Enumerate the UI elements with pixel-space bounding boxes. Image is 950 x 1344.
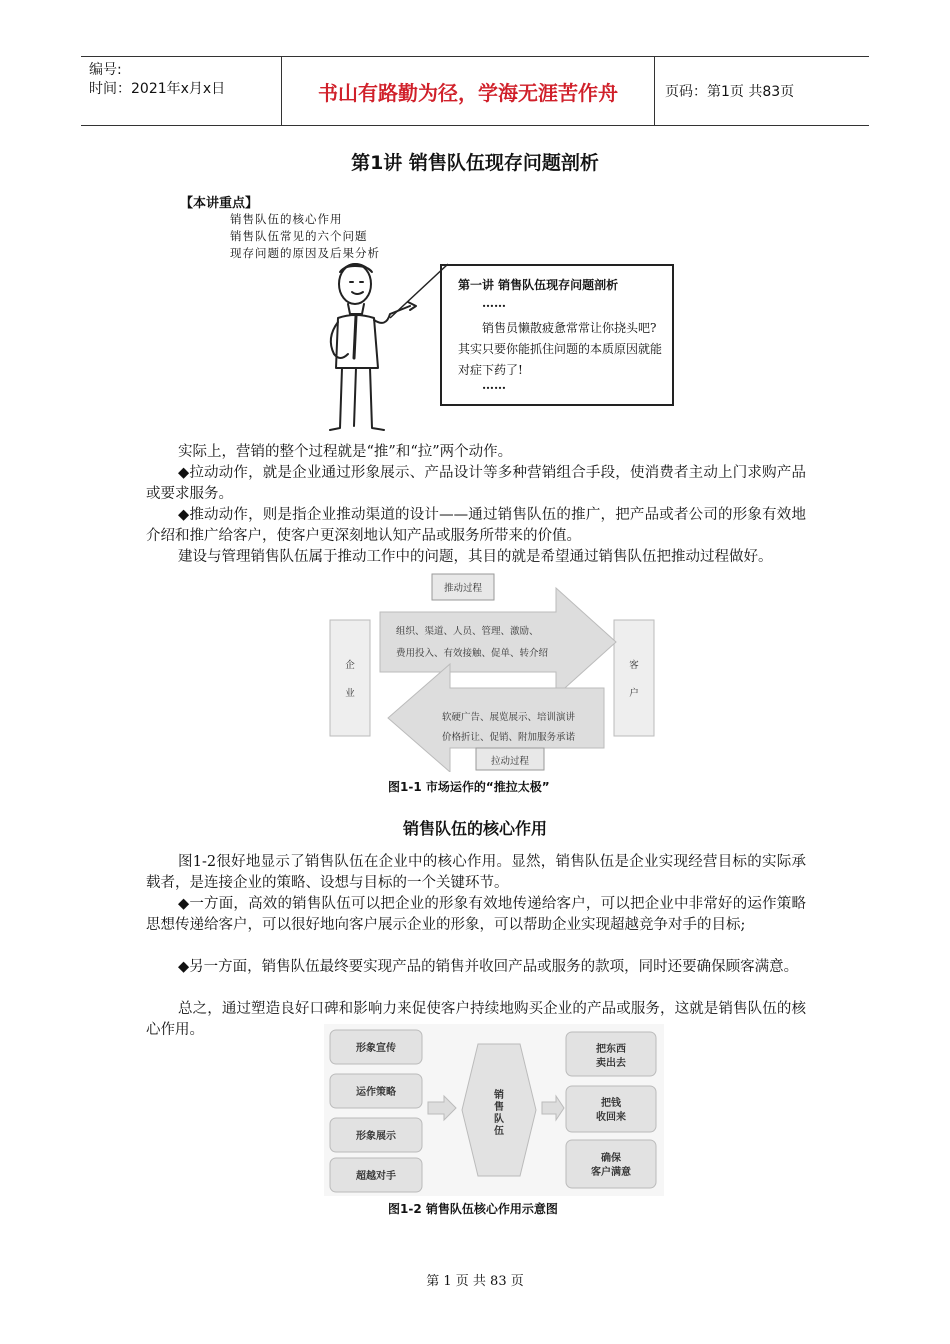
- left-item: 超越对手: [356, 1171, 396, 1182]
- left-item: 形象展示: [356, 1131, 396, 1142]
- key-point-item: 销售队伍的核心作用: [230, 212, 343, 226]
- figure-push-pull: [326, 572, 656, 772]
- figure-caption: 图1-2 销售队伍核心作用示意图: [388, 1202, 558, 1216]
- key-point-item: 销售队伍常见的六个问题: [230, 229, 368, 243]
- presenter-illustration: [300, 258, 450, 438]
- paragraph: 图1-2很好地显示了销售队伍在企业中的核心作用。显然，销售队伍是企业实现经营目标的实际承载者，是连接企业的策略、设想与目标的一个关键环节。: [146, 854, 806, 891]
- right-item: 客户满意: [591, 1167, 631, 1178]
- paragraph: ◆推动动作，则是指企业推动渠道的设计——通过销售队伍的推广，把产品或者公司的形象有效地介绍和推广给客户，使客户更深刻地认知产品或服务所带来的价值。: [146, 507, 806, 544]
- pull-label: 拉动过程: [490, 756, 530, 767]
- customer-label: 客: [629, 660, 639, 671]
- section-title: 销售队伍的核心作用: [402, 819, 547, 838]
- paragraph: 实际上，营销的整个过程就是“推”和“拉”两个动作。: [178, 444, 513, 460]
- right-item: 卖出去: [596, 1058, 626, 1069]
- number-label: 编号:: [89, 62, 122, 78]
- push-label: 推动过程: [443, 583, 483, 594]
- key-points-label: 【本讲重点】: [180, 196, 259, 211]
- push-line: 费用投入、有效接触、促单、转介绍: [396, 648, 549, 659]
- figure-caption: 图1-1 市场运作的“推拉太极”: [388, 780, 550, 794]
- right-item: 确保: [601, 1153, 621, 1164]
- paragraph: ◆拉动动作，就是企业通过形象展示、产品设计等多种营销组合手段，使消费者主动上门求购产品或要求服务。: [146, 465, 806, 502]
- paragraph: 总之，通过塑造良好口碑和影响力来促使客户持续地购买企业的产品或服务，这就是销售队伍的核心作用。: [146, 1001, 806, 1038]
- right-item: 收回来: [596, 1112, 626, 1123]
- left-item: 形象宣传: [356, 1043, 396, 1054]
- page-header: [81, 56, 869, 126]
- pull-line: 软硬广告、展览展示、培训演讲: [442, 712, 576, 723]
- pull-line: 价格折让、促销、附加服务承诺: [442, 732, 576, 743]
- right-item: 把钱: [601, 1098, 621, 1109]
- center-label: 伍: [494, 1126, 504, 1137]
- figure-core-role: [324, 1024, 664, 1196]
- paragraph: ◆一方面，高效的销售队伍可以把企业的形象有效地传递给客户，可以把企业中非常好的运作策略思想传递给客户，可以很好地向客户展示企业的形象，可以帮助企业实现超越竞争对手的目标;: [146, 896, 806, 933]
- enterprise-label: 企: [345, 660, 355, 671]
- push-line: 组织、渠道、人员、管理、激励、: [396, 626, 539, 637]
- key-point-item: 现存问题的原因及后果分析: [230, 246, 380, 260]
- callout-box: [440, 264, 674, 406]
- header-motto: 书山有路勤为径，学海无涯苦作舟: [281, 57, 655, 125]
- callout-ellipsis: ……: [482, 296, 506, 310]
- page-title: 第1讲 销售队伍现存问题剖析: [351, 152, 599, 174]
- header-page-code: 页码：第1页 共83页: [665, 84, 795, 100]
- center-label: 销: [494, 1090, 504, 1101]
- center-label: 队: [494, 1114, 504, 1125]
- callout-body: 销售员懒散疲惫常常让你挠头吧?其实只要你能抓住问题的本质原因就能对症下药了!: [458, 321, 663, 377]
- paragraph: ◆另一方面，销售队伍最终要实现产品的销售并收回产品或服务的款项，同时还要确保顾客满意。: [178, 959, 799, 975]
- time-label: 时间：2021年x月x日: [89, 81, 226, 97]
- paragraph: 建设与管理销售队伍属于推动工作中的问题，其目的就是希望通过销售队伍把推动过程做好。: [178, 549, 773, 565]
- customer-label: 户: [629, 688, 639, 699]
- enterprise-label: 业: [345, 688, 355, 699]
- header-meta: [89, 61, 279, 99]
- left-item: 运作策略: [356, 1087, 396, 1098]
- center-label: 售: [494, 1102, 504, 1113]
- right-item: 把东西: [596, 1044, 626, 1055]
- callout-ellipsis: ……: [482, 378, 506, 392]
- page-footer: 第 1 页 共 83 页: [426, 1274, 524, 1289]
- callout-title: 第一讲 销售队伍现存问题剖析: [458, 278, 619, 292]
